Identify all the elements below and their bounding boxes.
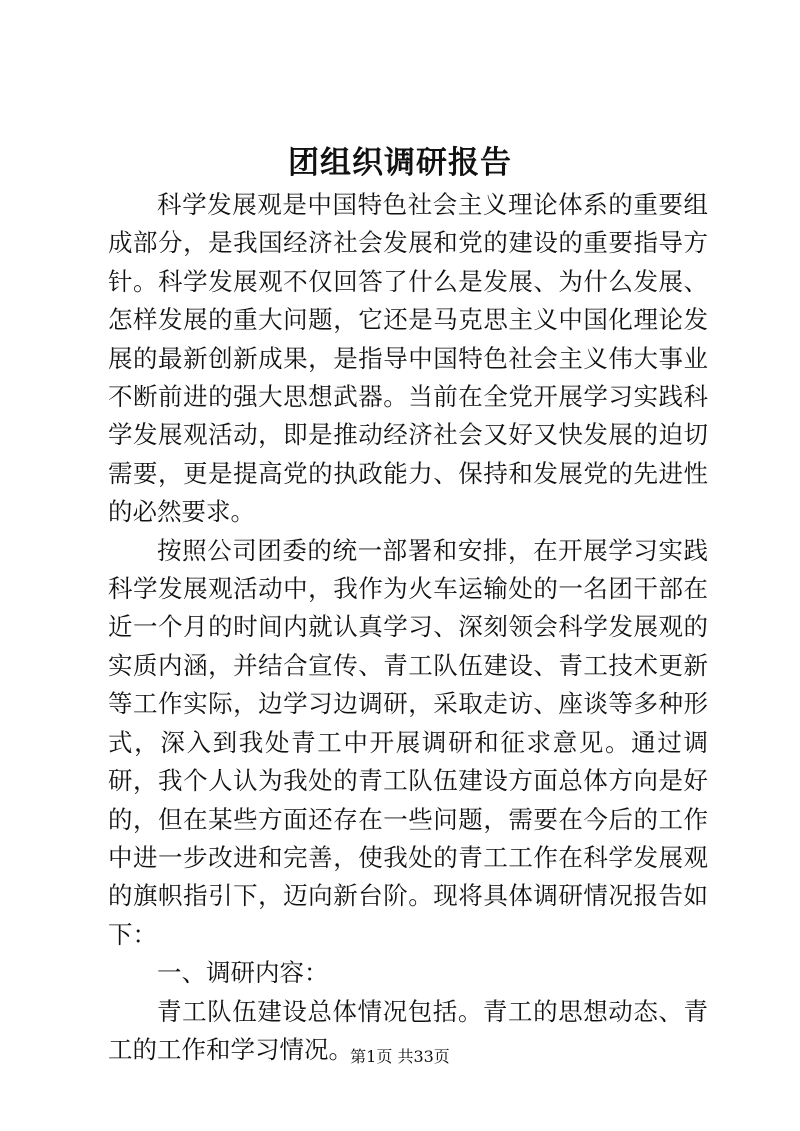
page-footer [0,1045,800,1069]
paragraph-team-building: 青工队伍建设总体情况包括。青工的思想动态、青工的工作和学习情况。 [108,996,708,1064]
paragraph-intro: 科学发展观是中国特色社会主义理论体系的重要组成部分，是我国经济社会发展和党的建设的重要指导方针。科学发展观不仅回答了什么是发展、为什么发展、怎样发展的重大问题，它还是马克思主义中国化理论发展的最新创新成果，是指导中国特色社会主义伟大事业不断前进的强大思想武器。当前在全党开展学习实践科学发展观活动，即是推动经济社会又好又快发展的迫切需要，更是提高党的执政能力、保持和发展党的先进性的必然要求。 [108,190,708,527]
document-body [108,186,708,1069]
page-number-label: 第1页 共33页 [350,1047,450,1066]
document-title: 团组织调研报告 [288,145,512,181]
section-heading-research-content: 一、调研内容： [157,958,329,988]
paragraph-arrangement: 按照公司团委的统一部署和安排，在开展学习实践科学发展观活动中，我作为火车运输处的一名团干部在近一个月的时间内就认真学习、深刻领会科学发展观的实质内涵，并结合宣传、青工队伍建设、青工技术更新等工作实际，边学习边调研，采取走访、座谈等多种形式，深入到我处青工中开展调研和征求意见。通过调研，我个人认为我处的青工队伍建设方面总体方向是好的，但在某些方面还存在一些问题，需要在今后的工作中进一步改进和完善，使我处的青工工作在科学发展观的旗帜指引下，迈向新台阶。现将具体调研情况报告如下： [108,535,708,949]
